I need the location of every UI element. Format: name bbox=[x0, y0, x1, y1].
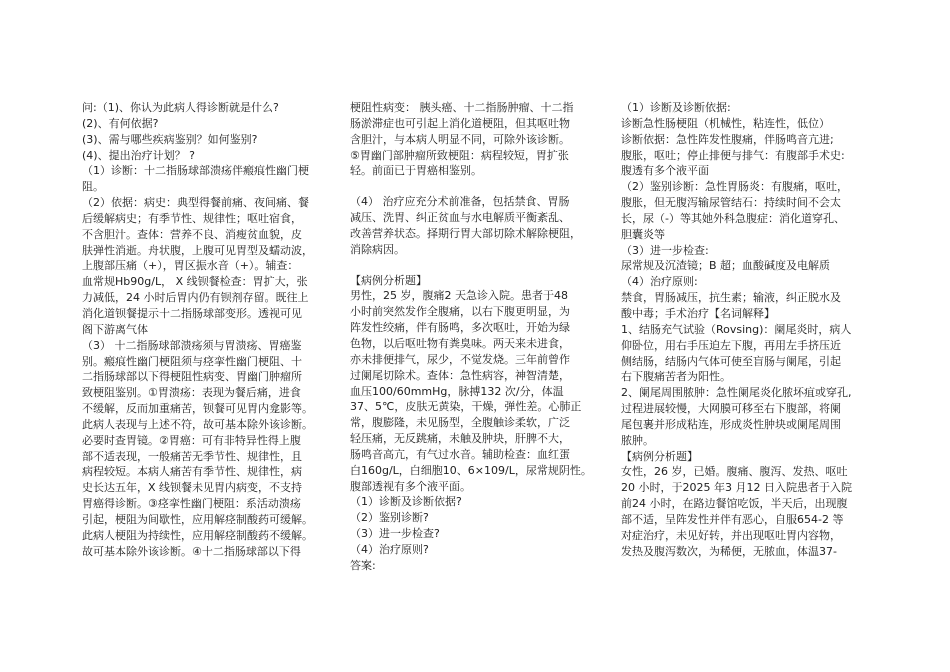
text-line: 过程进展较慢，大网膜可移至右下腹部，将阑 bbox=[621, 402, 841, 416]
text-line: 梗阻性病变： 胰头癌、十二指肠肿瘤、十二指 bbox=[350, 101, 574, 114]
text-line: 改善营养状态。择期行胃大部切除术解除梗阻， bbox=[350, 226, 581, 240]
text-line: 含胆汁，与本病人明显不同，可除外该诊断。 bbox=[350, 132, 570, 146]
text-line: 部不适表现，一般痛苦无季节性、规律性，且 bbox=[82, 449, 302, 463]
text-line: 禁食，胃肠减压，抗生素；输液，纠正脱水及 bbox=[621, 291, 841, 305]
text-line: 胃癌得诊断。③痉挛性幽门梗阻：系活动溃疡 bbox=[82, 497, 301, 511]
text-line: 长，尿（-）等其她外科急腹症：消化道穿孔、 bbox=[621, 211, 845, 225]
text-line: 【病例分析题】 bbox=[621, 449, 698, 463]
text-line: 肠淤滞症也可引起上消化道梗阻，但其呕吐物 bbox=[350, 116, 570, 130]
text-line: 不缓解，反而加重痛苦，钡餐可见胃内龛影等。 bbox=[82, 402, 313, 416]
text-line: （1）诊断及诊断依据? bbox=[350, 495, 462, 509]
text-line: 小时前突然发作全腹痛，以右下腹更明显，为 bbox=[350, 305, 570, 319]
text-line: 答案: bbox=[350, 558, 376, 572]
text-column-1 bbox=[82, 100, 332, 559]
text-line: 阵发性绞痛，伴有肠鸣，多次呕吐，开始为绿 bbox=[350, 321, 570, 335]
text-line: （3）进一步检查? bbox=[350, 527, 440, 541]
text-line: 2、阑尾周围脓肿：急性阑尾炎化脓坏疽或穿孔, bbox=[621, 386, 852, 400]
text-line: (3)、需与哪些疾病鉴别？如何鉴别? bbox=[82, 132, 258, 146]
text-line: （1）诊断：十二指肠球部溃疡伴瘢痕性幽门梗 bbox=[82, 164, 309, 178]
text-line: 腹部透视有多个液平面。 bbox=[350, 479, 471, 493]
text-line: 肤弹性消逝。舟状腹，上腹可见胃型及蠕动波， bbox=[82, 243, 313, 257]
text-line: 腹胀，但无腹泻输尿管结石：持续时间不会太 bbox=[621, 196, 841, 210]
text-line: 消化道钡餐提示十二指肠球部变形。透视可见 bbox=[82, 306, 302, 320]
text-line: 常，腹膨隆，未见肠型，全腹触诊柔软，广泛 bbox=[350, 416, 570, 430]
text-line: 侧结肠，结肠内气体可使至盲肠与阑尾，引起 bbox=[621, 354, 841, 368]
text-line: （4） 治疗应充分术前准备，包括禁食、胃肠 bbox=[350, 195, 570, 209]
text-line: 减压、洗胃、纠正贫血与水电解质平衡紊乱、 bbox=[350, 211, 570, 225]
text-line: (2)、有何依据? bbox=[82, 116, 159, 130]
text-line: 腹透有多个液平面 bbox=[621, 164, 709, 178]
text-line: （4）治疗原则: bbox=[621, 275, 698, 289]
text-line: 轻压痛，无反跳痛，未触及肿块，肝脾不大， bbox=[350, 432, 570, 446]
text-line: 尿常规及沉渣镜；B 超；血酸碱度及电解质 bbox=[621, 259, 831, 273]
text-line: 后缓解病史；有季节性、规律性；呕吐宿食， bbox=[82, 211, 302, 225]
text-line: 男性，25 岁，腹痛2 天急诊入院。患者于48 bbox=[350, 289, 568, 303]
text-line: 不含胆汁。查体：营养不良、消瘦贫血貌，皮 bbox=[82, 227, 302, 241]
text-line: 女性，26 岁，已婚。腹痛、腹泻、发热、呕吐 bbox=[621, 465, 848, 479]
text-line: 37、5℃，皮肤无黄染，干燥，弹性差。心肺正 bbox=[350, 400, 582, 414]
text-line: 诊断急性肠梗阻（机械性，粘连性，低位） bbox=[621, 116, 830, 130]
text-line: 阁下游离气体 bbox=[82, 322, 148, 336]
paragraph-gap bbox=[350, 179, 600, 194]
paragraph-gap bbox=[350, 258, 600, 273]
text-line: 胆囊炎等 bbox=[621, 227, 665, 241]
text-line: 白160g/L，白细胞10、6×109/L，尿常规阴性。 bbox=[350, 463, 592, 477]
text-line: 酸中毒；手术治疗【名词解释】 bbox=[621, 306, 775, 320]
text-line: 肠鸣音高亢，有气过水音。辅助检查：血红蛋 bbox=[350, 447, 570, 461]
text-line: 消除病因。 bbox=[350, 242, 405, 256]
text-line: 血压100/60mmHg，脉搏132 次/分，体温 bbox=[350, 384, 564, 398]
text-line: 1、结肠充气试验（Rovsing)：阑尾炎时，病人 bbox=[621, 322, 852, 336]
text-line: 轻。前面已于胃癌相鉴别。 bbox=[350, 164, 482, 178]
text-line: 阻。 bbox=[82, 180, 104, 194]
text-line: 上腹部压痛（+），胃区振水音（+）。辅查： bbox=[82, 259, 299, 273]
text-line: 尾包裹并形成粘连，形成炎性肿块或阑尾周围 bbox=[621, 417, 841, 431]
text-line: ⑤胃幽门部肿瘤所致梗阻：病程较短，胃扩张 bbox=[350, 148, 569, 162]
text-column-3 bbox=[621, 100, 881, 559]
text-line: （2）鉴别诊断? bbox=[350, 511, 429, 525]
text-line: （3）进一步检查: bbox=[621, 243, 709, 257]
text-line: 力减低，24 小时后胃内仍有钡剂存留。既往上 bbox=[82, 291, 309, 305]
text-line: 故可基本除外该诊断。④十二指肠球部以下得 bbox=[82, 544, 301, 558]
text-line: 诊断依据：急性阵发性腹痛，伴肠鸣音亢进; bbox=[621, 132, 834, 146]
text-line: 脓肿。 bbox=[621, 433, 654, 447]
text-line: 致梗阻鉴别。①胃溃疡：表现为餐后痛，进食 bbox=[82, 386, 301, 400]
text-line: 20 小时，于2025 年3 月12 日入院患者于入院 bbox=[621, 481, 852, 495]
text-line: 此病人梗阻为持续性，应用解痉制酸药不缓解。 bbox=[82, 528, 313, 542]
text-line: 色物，以后呕吐物有粪臭味。两天来未进食， bbox=[350, 336, 570, 350]
text-line: 前24 小时，在路边餐馆吃饭，半天后，出现腹 bbox=[621, 497, 848, 511]
text-line: 过阑尾切除术。查体：急性病容，神智清楚， bbox=[350, 368, 570, 382]
text-line: 问:（1)、你认为此病人得诊断就是什么? bbox=[82, 101, 279, 114]
text-line: 病程较短。本病人痛苦有季节性、规律性，病 bbox=[82, 465, 302, 479]
text-column-2 bbox=[350, 100, 600, 574]
text-line: 仰卧位，用右手压迫左下腹，再用左手挤压近 bbox=[621, 338, 841, 352]
text-line: 腹胀，呕吐；停止排便与排气：有腹部手术史: bbox=[621, 148, 845, 162]
text-line: （4）治疗原则? bbox=[350, 542, 429, 556]
text-line: （3） 十二指肠球部溃疡须与胃溃疡、胃癌鉴 bbox=[82, 338, 302, 352]
text-line: 发热及腹泻数次，为稀便，无脓血，体温37- bbox=[621, 544, 837, 558]
text-line: 【病例分析题】 bbox=[350, 273, 427, 287]
text-line: 右下腹痛苦者为阳性。 bbox=[621, 370, 731, 384]
text-line: 别。瘢痕性幽门梗阻须与痉挛性幽门梗阻、十 bbox=[82, 354, 302, 368]
text-line: （2）鉴别诊断：急性胃肠炎：有腹痛，呕吐， bbox=[621, 180, 848, 194]
text-line: 对症治疗，未见好转，并出现呕吐胃内容物， bbox=[621, 528, 841, 542]
text-line: （1）诊断及诊断依据: bbox=[621, 101, 731, 114]
text-line: 引起，梗阻为间歇性，应用解痉制酸药可缓解。 bbox=[82, 512, 313, 526]
text-line: 二指肠球部以下得梗阻性病变、胃幽门肿瘤所 bbox=[82, 370, 302, 384]
text-line: 血常规Hb90g/L， X 线钡餐检查：胃扩大，张 bbox=[82, 275, 308, 289]
text-line: 必要时查胃镜。②胃癌：可有非特异性得上腹 bbox=[82, 433, 301, 447]
text-line: 此病人表现与上述不符，故可基本除外该诊断。 bbox=[82, 417, 313, 431]
text-line: 亦未排便排气，尿少，不觉发烧。三年前曾作 bbox=[350, 352, 570, 366]
text-line: 史长达五年，X 线钡餐未见胃内病变，不支持 bbox=[82, 481, 303, 495]
text-line: 部不适，呈阵发性并伴有恶心，自服654-2 等 bbox=[621, 512, 844, 526]
text-line: （2）依据：病史：典型得餐前痛、夜间痛、餐 bbox=[82, 196, 309, 210]
text-line: (4)、提出治疗计划？ ? bbox=[82, 148, 195, 162]
